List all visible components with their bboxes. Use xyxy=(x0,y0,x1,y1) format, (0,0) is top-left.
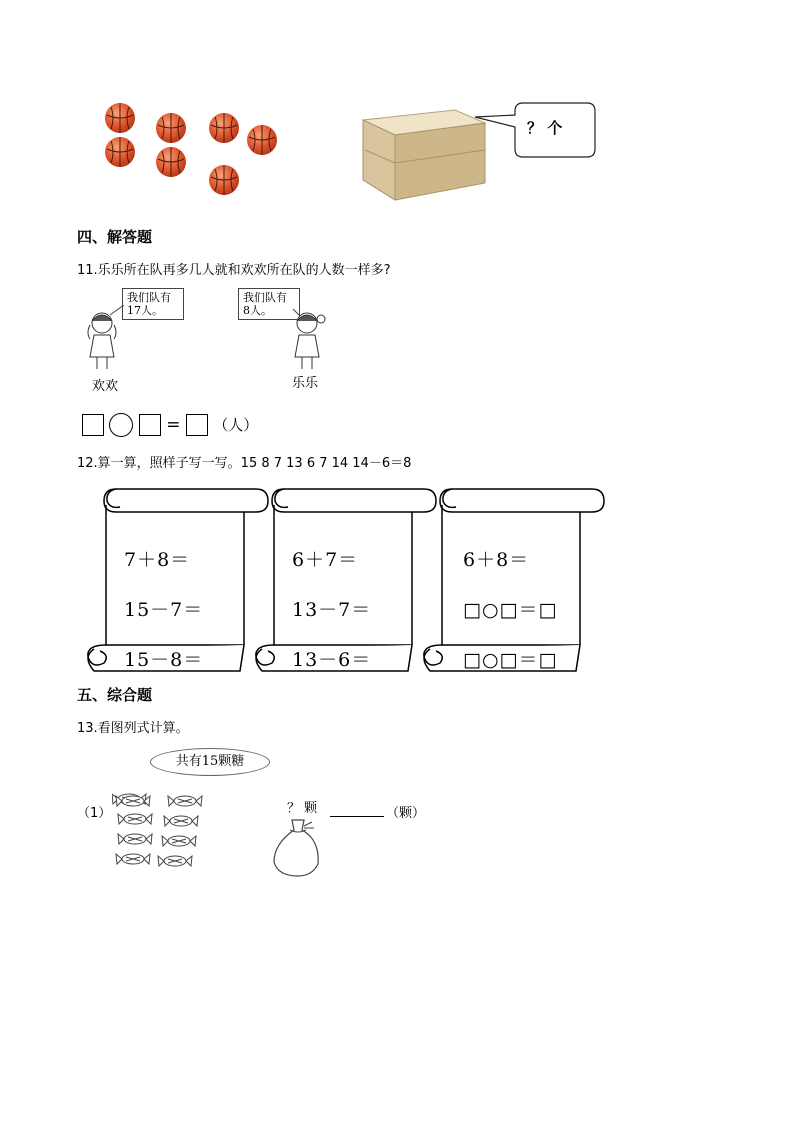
speech-bubble: 我们队有 8人。 xyxy=(238,288,300,320)
section5-heading: 五、综合题 xyxy=(77,686,153,704)
basketball xyxy=(105,103,135,133)
unknown-candy-label: ？ 颗 xyxy=(287,801,318,816)
bubble-question-text: ？ 个 xyxy=(527,119,563,137)
arithmetic-line: 15－7＝ xyxy=(124,599,204,621)
girl-huanhuan-figure xyxy=(80,285,200,394)
arithmetic-line: 6＋7＝ xyxy=(292,549,359,571)
basketball-group xyxy=(100,100,290,200)
arithmetic-line: 13－6＝ xyxy=(292,649,372,671)
basketball xyxy=(209,165,239,195)
q13-blank-text xyxy=(330,800,384,815)
candy-bag-figure xyxy=(268,816,328,878)
basketball xyxy=(209,113,239,143)
answer-box[interactable] xyxy=(139,414,161,436)
scroll-panel-2 xyxy=(292,535,371,685)
basketball xyxy=(156,147,186,177)
girl-lele-figure xyxy=(230,285,350,390)
speech-bubble: 我们队有 17人。 xyxy=(122,288,184,320)
scroll-panels xyxy=(80,485,640,680)
q13-part-label: （1） xyxy=(77,806,112,821)
equals-sign: = xyxy=(166,415,181,435)
candy-group xyxy=(112,792,207,872)
q13-text: 13.看图列式计算。 xyxy=(77,721,189,736)
arithmetic-line: 15－8＝ xyxy=(124,649,204,671)
basketball xyxy=(156,113,186,143)
girl-name-lele: 乐乐 xyxy=(292,376,319,391)
basketball xyxy=(247,125,277,155)
arithmetic-line: □○□＝□ xyxy=(463,599,558,621)
q11-equation-template xyxy=(82,413,258,437)
scroll-panel-3 xyxy=(463,535,557,685)
basketball xyxy=(105,137,135,167)
section4-heading: 四、解答题 xyxy=(77,228,153,246)
unit-label: （人） xyxy=(213,416,259,434)
scroll-panel-1 xyxy=(124,535,203,685)
operator-circle[interactable] xyxy=(109,413,133,437)
arithmetic-line: 6＋8＝ xyxy=(463,549,530,571)
arithmetic-line: □○□＝□ xyxy=(463,649,558,671)
answer-box[interactable] xyxy=(186,414,208,436)
q11-text: 11.乐乐所在队再多几人就和欢欢所在队的人数一样多? xyxy=(77,263,391,278)
box-figure xyxy=(355,95,605,205)
candy-total-label: 共有15颗糖 xyxy=(150,748,270,776)
girl-name-huanhuan: 欢欢 xyxy=(92,379,119,394)
arithmetic-line: 13－7＝ xyxy=(292,599,372,621)
answer-box[interactable] xyxy=(82,414,104,436)
q12-text: 12.算一算，照样子写一写。15 8 7 13 6 7 14 14－6＝8 xyxy=(77,456,412,471)
q13-unit-label: （颗） xyxy=(386,806,426,821)
arithmetic-line: 7＋8＝ xyxy=(124,549,191,571)
